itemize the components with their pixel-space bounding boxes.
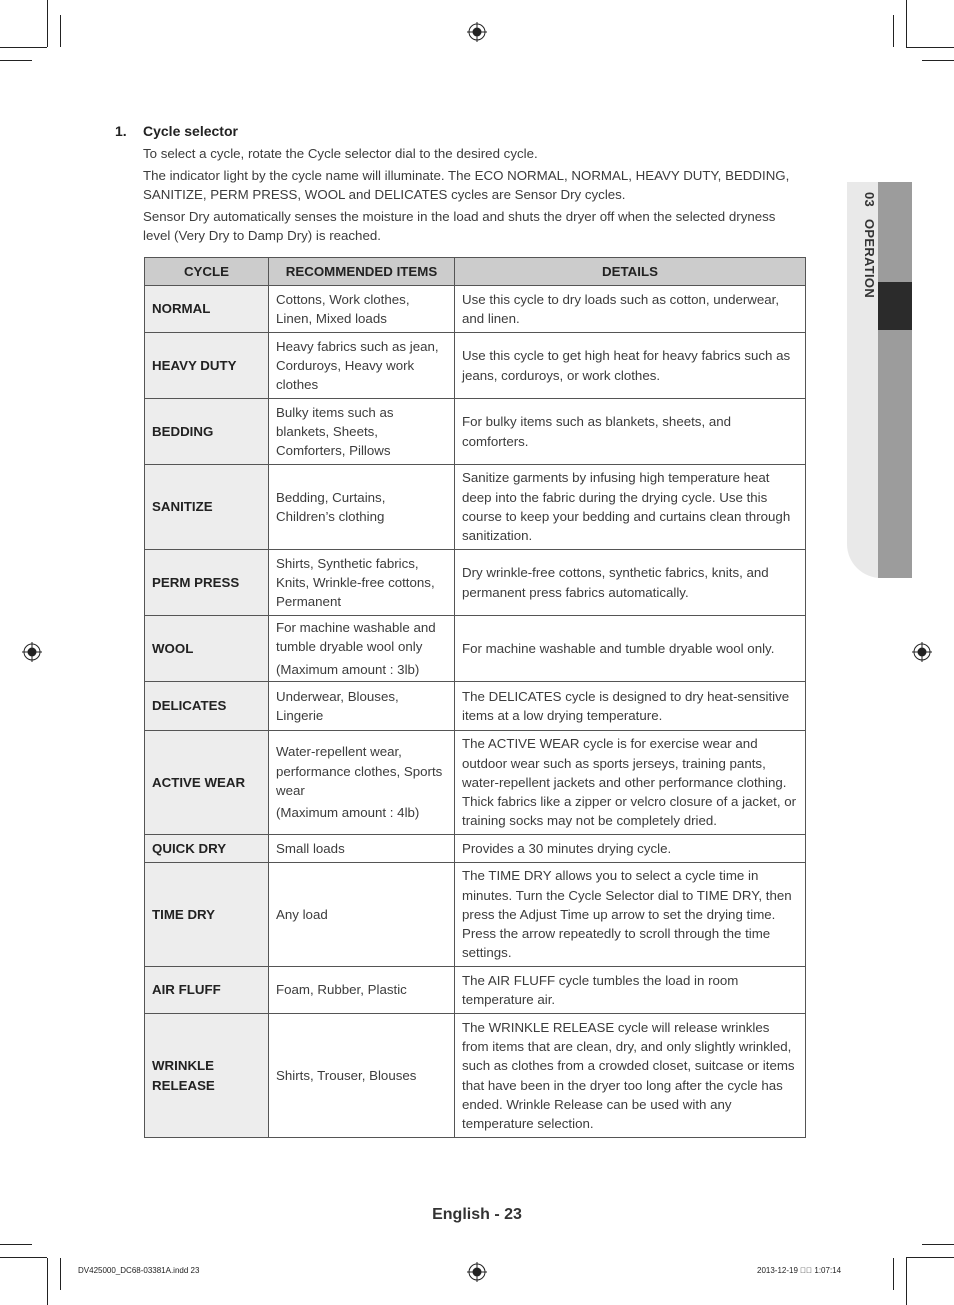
section-title: Cycle selector: [143, 123, 238, 139]
intro-paragraph: The indicator light by the cycle name will illuminate. The ECO NORMAL, NORMAL, HEAVY DUTY, BEDDING, SANITIZE, PERM PRESS, WOOL and DELICATES cycles are Sensor Dry cycles.: [143, 167, 790, 202]
recommended-items-cell: [269, 835, 455, 863]
section-number: 1.: [115, 123, 127, 139]
table-row: [145, 333, 806, 399]
section-heading: [115, 123, 805, 139]
recommended-items: Bulky items such as blankets, Sheets, Comforters, Pillows: [276, 404, 394, 459]
recommended-items-cell: [269, 465, 455, 550]
cycle-name: NORMAL: [145, 286, 269, 333]
crop-mark: [60, 1258, 61, 1290]
max-amount-note: (Maximum amount : 4lb): [276, 805, 420, 821]
cycle-name: QUICK DRY: [145, 835, 269, 863]
header-recommended-items: RECOMMENDED ITEMS: [269, 258, 455, 286]
recommended-items-cell: [269, 286, 455, 333]
recommended-items: Heavy fabrics such as jean, Corduroys, Heavy work clothes: [276, 338, 439, 393]
crop-mark: [893, 1258, 894, 1290]
cycle-details: Use this cycle to dry loads such as cotton, underwear, and linen.: [455, 286, 806, 333]
table-row: [145, 399, 806, 465]
cycle-details: For bulky items such as blankets, sheets, and comforters.: [455, 399, 806, 465]
cycle-name: SANITIZE: [145, 465, 269, 550]
recommended-items: Shirts, Synthetic fabrics, Knits, Wrinkle-free cottons, Permanent: [276, 555, 435, 610]
crop-mark: [47, 0, 48, 47]
page-number: English - 23: [432, 1206, 522, 1223]
crop-mark: [0, 47, 47, 48]
cycle-details: Use this cycle to get high heat for heavy fabrics such as jeans, corduroys, or work clothes.: [455, 333, 806, 399]
max-amount-note: (Maximum amount : 3lb): [276, 661, 420, 677]
recommended-items: Water-repellent wear, performance clothes, Sports wear: [276, 744, 443, 798]
recommended-items: For machine washable and tumble dryable wool only: [276, 620, 436, 655]
crop-mark: [906, 1257, 954, 1258]
cycle-name: WOOL: [145, 616, 269, 682]
side-tab-strip: [878, 182, 912, 578]
recommended-items-cell: [269, 399, 455, 465]
recommended-items-cell: [269, 333, 455, 399]
table-row: [145, 731, 806, 835]
cycle-details: The AIR FLUFF cycle tumbles the load in room temperature air.: [455, 967, 806, 1014]
recommended-items-cell: [269, 731, 455, 835]
cycle-details: For machine washable and tumble dryable wool only.: [455, 616, 806, 682]
chapter-title: OPERATION: [862, 218, 877, 299]
recommended-items-cell: [269, 967, 455, 1014]
crop-mark: [0, 1244, 32, 1245]
cycle-selector-section: [115, 123, 805, 248]
cycle-details: The TIME DRY allows you to select a cycle time in minutes. Turn the Cycle Selector dial to TIME DRY, then press the Adjust Time up arrow to set the drying time. Press the arrow repeatedly to scroll through the time settings.: [455, 863, 806, 967]
crop-mark: [893, 15, 894, 47]
cycle-name: HEAVY DUTY: [145, 333, 269, 399]
registration-mark-icon: [912, 642, 932, 662]
crop-mark: [0, 1257, 47, 1258]
intro-paragraph: Sensor Dry automatically senses the moisture in the load and shuts the dryer off when the selected dryness level (Very Dry to Damp Dry) is reached.: [143, 208, 776, 243]
recommended-items-cell: [269, 550, 455, 616]
recommended-items: Any load: [276, 906, 328, 922]
crop-mark: [906, 0, 907, 47]
table-row: [145, 967, 806, 1014]
crop-mark: [0, 60, 32, 61]
crop-mark: [906, 1258, 907, 1305]
chapter-number: 03: [862, 192, 877, 208]
print-slug-timestamp: 2013-12-19 ￿￿ 1:07:14: [757, 1266, 842, 1275]
crop-mark: [47, 1258, 48, 1305]
table-row: [145, 835, 806, 863]
table-row: [145, 286, 806, 333]
crop-mark: [922, 1244, 954, 1245]
cycle-details: The ACTIVE WEAR cycle is for exercise wear and outdoor wear such as sports jerseys, training pants, water-repellent jackets and other performance clothing. Thick fabrics like a zipper or velcro closure of a jacket, or training socks may not be completely dried.: [455, 731, 806, 835]
cycle-name: DELICATES: [145, 682, 269, 731]
table-row: [145, 465, 806, 550]
recommended-items-cell: [269, 1014, 455, 1138]
cycle-name: WRINKLE RELEASE: [145, 1014, 269, 1138]
crop-mark: [60, 15, 61, 47]
table-row: [145, 863, 806, 967]
recommended-items: Foam, Rubber, Plastic: [276, 982, 407, 998]
cycle-name: TIME DRY: [145, 863, 269, 967]
table-row: [145, 1014, 806, 1138]
recommended-items: Shirts, Trouser, Blouses: [276, 1067, 417, 1083]
recommended-items: Bedding, Curtains, Children’s clothing: [276, 489, 386, 524]
crop-mark: [906, 47, 954, 48]
header-details: DETAILS: [455, 258, 806, 286]
side-tab-marker: [878, 282, 912, 330]
recommended-items-cell: [269, 863, 455, 967]
crop-mark: [922, 60, 954, 61]
registration-mark-icon: [22, 642, 42, 662]
recommended-items-cell: [269, 682, 455, 731]
cycle-details: The WRINKLE RELEASE cycle will release wrinkles from items that are clean, dry, and only slightly wrinkled, such as clothes from a crowded closet, suitcase or items that have been in the dryer too long after the cycle has ended. Wrinkle Release can be used with any temperature selection.: [455, 1014, 806, 1138]
recommended-items-cell: [269, 616, 455, 682]
registration-mark-icon: [467, 22, 487, 42]
table-header-row: [145, 258, 806, 286]
cycle-name: BEDDING: [145, 399, 269, 465]
print-slug-file: DV425000_DC68-03381A.indd 23: [78, 1266, 200, 1275]
registration-mark-icon: [467, 1262, 487, 1282]
cycle-name: PERM PRESS: [145, 550, 269, 616]
recommended-items: Underwear, Blouses, Lingerie: [276, 688, 399, 723]
cycle-table: [144, 257, 806, 1138]
side-tab-label: [862, 192, 877, 298]
recommended-items: Cottons, Work clothes, Linen, Mixed loads: [276, 291, 410, 326]
cycle-details: Dry wrinkle-free cottons, synthetic fabrics, knits, and permanent press fabrics automatically.: [455, 550, 806, 616]
header-cycle: CYCLE: [145, 258, 269, 286]
cycle-details: Sanitize garments by infusing high temperature heat deep into the fabric during the drying cycle. Use this course to keep your bedding and curtains clean through sanitization.: [455, 465, 806, 550]
table-row: [145, 550, 806, 616]
cycle-name: AIR FLUFF: [145, 967, 269, 1014]
intro-paragraph: To select a cycle, rotate the Cycle selector dial to the desired cycle.: [143, 146, 538, 161]
recommended-items: Small loads: [276, 840, 345, 856]
cycle-details: Provides a 30 minutes drying cycle.: [455, 835, 806, 863]
table-row: [145, 616, 806, 682]
cycle-details: The DELICATES cycle is designed to dry heat-sensitive items at a low drying temperature.: [455, 682, 806, 731]
table-row: [145, 682, 806, 731]
cycle-name: ACTIVE WEAR: [145, 731, 269, 835]
